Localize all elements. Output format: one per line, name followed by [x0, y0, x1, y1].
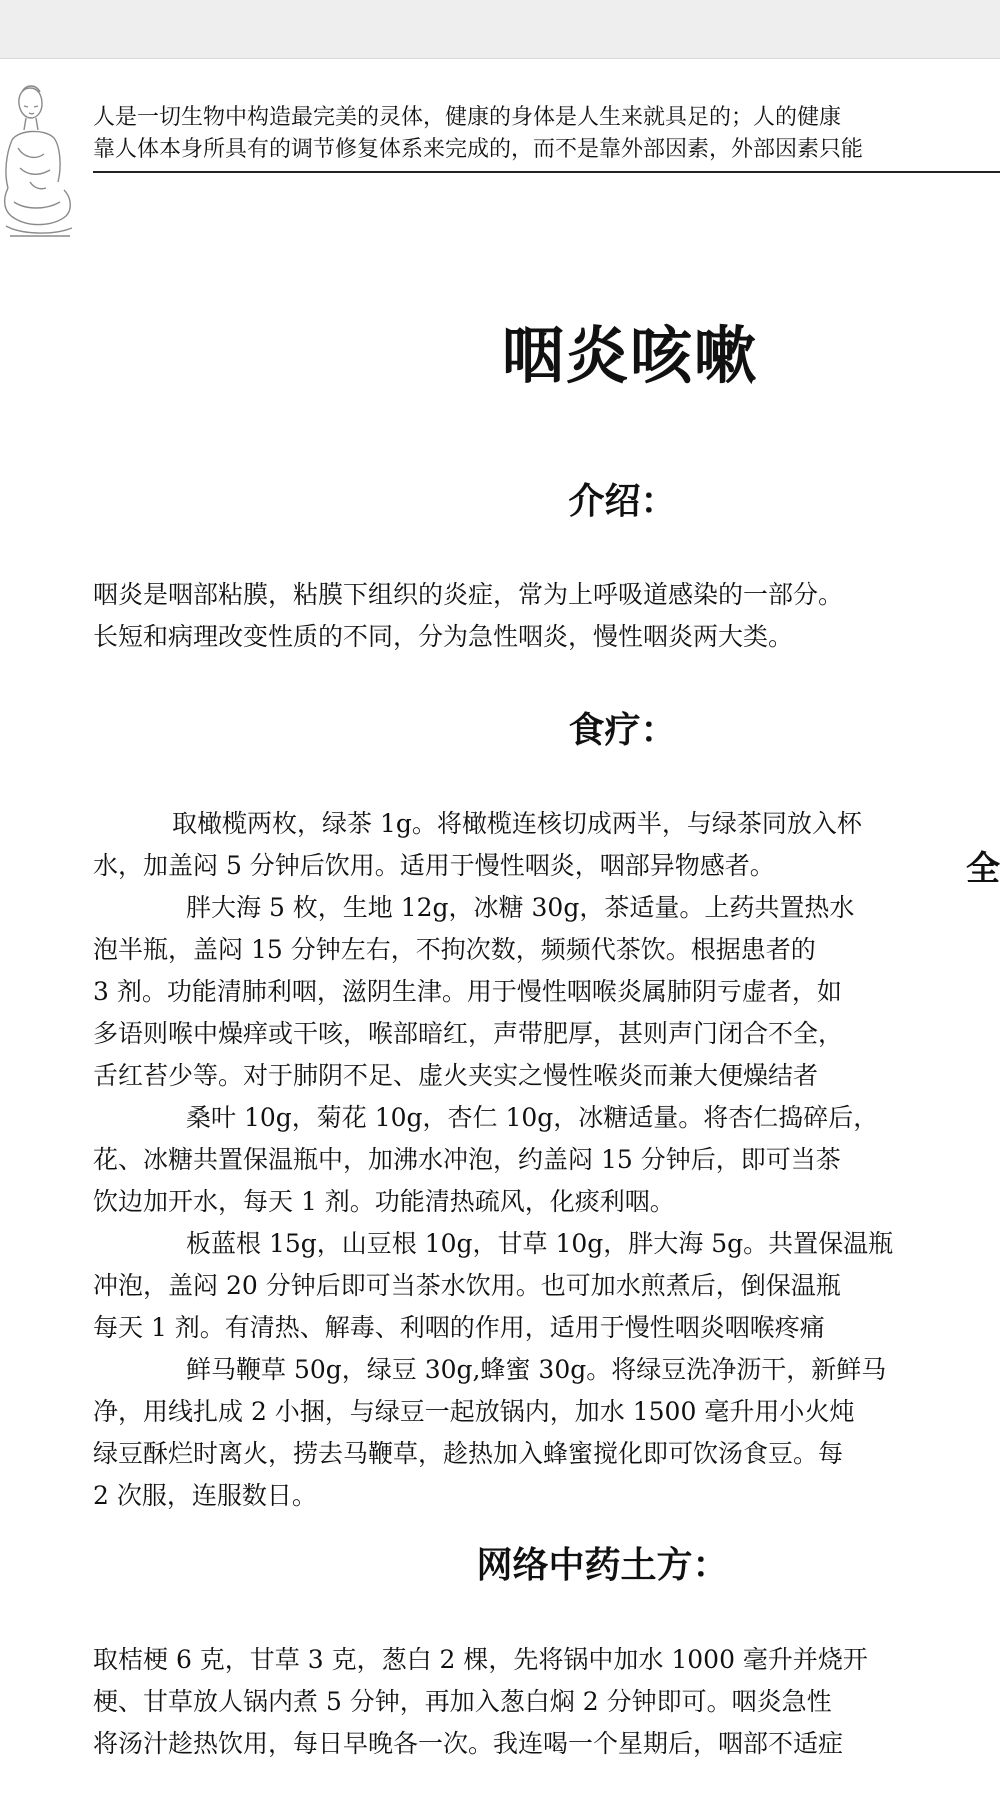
net-remedy-line: 梗、甘草放人锅内煮 5 分钟，再加入葱白焖 2 分钟即可。咽炎急性 — [93, 1687, 832, 1716]
header-rule — [93, 171, 1000, 173]
intro-line: 咽炎是咽部粘膜，粘膜下组织的炎症，常为上呼吸道感染的一部分。 — [93, 580, 844, 609]
intro-line: 长短和病理改变性质的不同，分为急性咽炎，慢性咽炎两大类。 — [93, 622, 794, 651]
header-quote-line-2: 靠人体本身所具有的调节修复体系来完成的，而不是靠外部因素，外部因素只能 — [93, 137, 864, 162]
diet-line: 冲泡，盖闷 20 分钟后即可当茶水饮用。也可加水煎煮后，倒保温瓶 — [93, 1271, 841, 1300]
net-remedy-line: 将汤汁趁热饮用，每日早晚各一次。我连喝一个星期后，咽部不适症 — [93, 1729, 844, 1758]
net-remedy-line: 取桔梗 6 克，甘草 3 克，葱白 2 棵，先将锅中加水 1000 毫升并烧开 — [93, 1645, 868, 1674]
diet-line: 桑叶 10g，菊花 10g，杏仁 10g，冰糖适量。将杏仁捣碎后， — [186, 1103, 879, 1132]
diet-line: 2 次服，连服数日。 — [93, 1481, 317, 1510]
top-bar — [0, 0, 1000, 59]
diet-line: 每天 1 剂。有清热、解毒、利咽的作用，适用于慢性咽炎咽喉疼痛 — [93, 1313, 825, 1342]
section-heading-intro: 介绍： — [568, 481, 677, 522]
diet-line: 水，加盖闷 5 分钟后饮用。适用于慢性咽炎，咽部异物感者。 — [93, 851, 775, 880]
diet-line: 饮边加开水，每天 1 剂。功能清热疏风，化痰利咽。 — [93, 1187, 675, 1216]
cropped-side-label: 全 — [966, 849, 1000, 889]
buddha-figure-icon — [0, 78, 78, 246]
page-title: 咽炎咳嗽 — [501, 319, 758, 392]
diet-line: 绿豆酥烂时离火，捞去马鞭草，趁热加入蜂蜜搅化即可饮汤食豆。每 — [93, 1439, 844, 1468]
diet-line: 胖大海 5 枚，生地 12g，冰糖 30g，茶适量。上药共置热水 — [186, 893, 855, 922]
section-heading-net-remedy: 网络中药土方： — [476, 1545, 729, 1586]
diet-line: 泡半瓶，盖闷 15 分钟左右，不拘次数，频频代茶饮。根据患者的 — [93, 935, 816, 964]
diet-line: 花、冰糖共置保温瓶中，加沸水冲泡，约盖闷 15 分钟后，即可当茶 — [93, 1145, 841, 1174]
section-heading-diet: 食疗： — [568, 710, 677, 751]
header-quote-line-1: 人是一切生物中构造最完美的灵体，健康的身体是人生来就具足的；人的健康 — [93, 105, 842, 130]
diet-line: 鲜马鞭草 50g，绿豆 30g,蜂蜜 30g。将绿豆洗净沥干，新鲜马 — [186, 1355, 887, 1384]
diet-line: 舌红苔少等。对于肺阴不足、虚火夹实之慢性喉炎而兼大便燥结者 — [93, 1061, 819, 1090]
diet-line: 净，用线扎成 2 小捆，与绿豆一起放锅内，加水 1500 毫升用小火炖 — [93, 1397, 855, 1426]
diet-line: 多语则喉中燥痒或干咳，喉部暗红，声带肥厚，甚则声门闭合不全， — [93, 1019, 844, 1048]
diet-line: 取橄榄两枚，绿茶 1g。将橄榄连核切成两半，与绿茶同放入杯 — [172, 809, 862, 838]
diet-line: 3 剂。功能清肺利咽，滋阴生津。用于慢性咽喉炎属肺阴亏虚者，如 — [93, 977, 842, 1006]
diet-line: 板蓝根 15g，山豆根 10g，甘草 10g，胖大海 5g。共置保温瓶 — [186, 1229, 894, 1258]
